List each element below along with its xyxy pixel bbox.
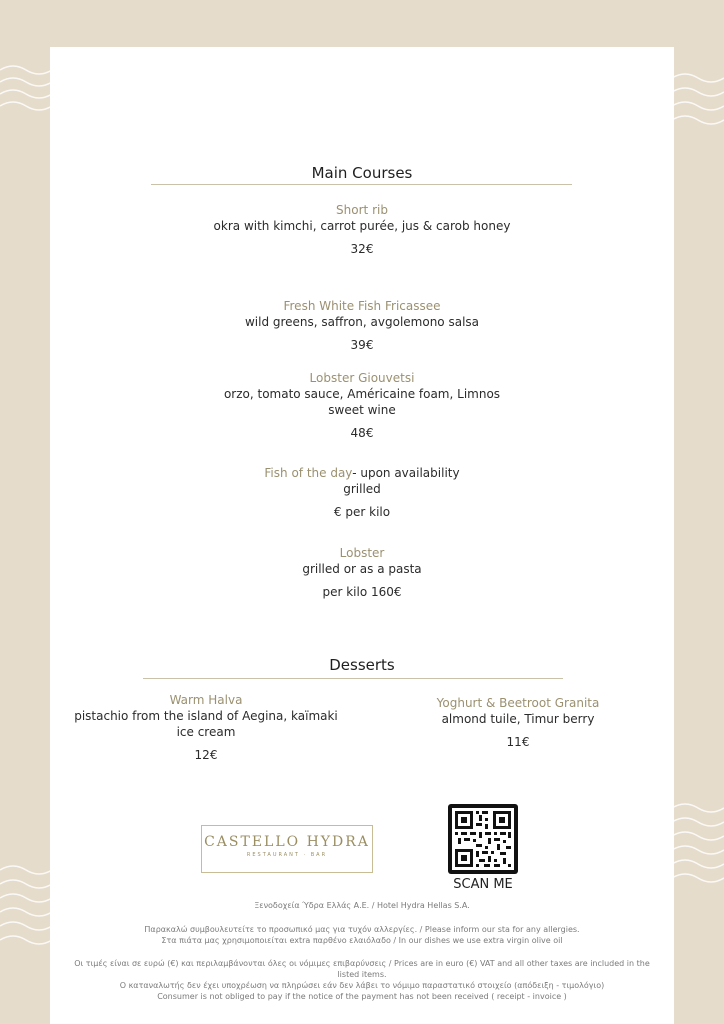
dish-price: 12€: [194, 748, 218, 762]
dish-description: orzo, tomato sauce, Américaine foam, Limnos sweet wine: [223, 387, 501, 417]
scan-me-label: SCAN ME: [453, 877, 513, 892]
wave-decoration-right: [672, 0, 724, 1024]
dish-white-fish-fricassee: [212, 298, 512, 353]
dish-fish-of-the-day: [212, 465, 512, 520]
dessert-warm-halva: [65, 692, 347, 763]
main-courses-divider: [151, 184, 572, 185]
dish-name: Lobster: [339, 546, 385, 560]
dish-price: € per kilo: [333, 505, 391, 519]
logo-tagline: RESTAURANT · BAR: [246, 852, 328, 858]
dish-description: almond tuile, Timur berry: [441, 712, 595, 726]
desserts-divider: [143, 678, 563, 679]
dish-description: grilled: [343, 482, 381, 496]
prices-line-3: Consumer is not obliged to pay if the notice of the payment has not been received ( receipt - invoice ): [157, 992, 567, 1001]
prices-line-2: Ο καταναλωτής δεν έχει υποχρέωση να πληρώσει εάν δεν λάβει το νόμιμο παραστατικό στοιχείο (απόδειξη - τιμολόγιο): [119, 981, 605, 990]
allergy-notice: [70, 924, 654, 946]
dish-description: wild greens, saffron, avgolemono salsa: [244, 315, 480, 329]
dish-name: Lobster Giouvetsi: [309, 371, 415, 385]
allergy-line-1: Παρακαλώ συμβουλευτείτε το προσωπικό μας για τυχόν αλλεργίες. / Please inform our sta for any allergies.: [144, 925, 580, 934]
dish-name: Yoghurt & Beetroot Granita: [436, 696, 600, 710]
dish-price: 48€: [350, 426, 374, 440]
qr-code-icon[interactable]: [448, 804, 518, 874]
dish-name: Warm Halva: [169, 693, 243, 707]
castello-hydra-logo: [201, 825, 373, 873]
allergy-line-2: Στα πιάτα μας χρησιμοποιείται extra παρθένο ελαιόλαδο / In our dishes we use extra virgin olive oil: [161, 936, 563, 945]
dish-price: 11€: [506, 735, 530, 749]
logo-brand: CASTELLO HYDRA: [204, 834, 370, 850]
dish-description: okra with kimchi, carrot purée, jus & carob honey: [213, 219, 511, 233]
menu-page: [50, 47, 674, 1024]
desserts-title: Desserts: [329, 656, 395, 674]
dish-name: Fresh White Fish Fricassee: [283, 299, 441, 313]
prices-notice: [70, 958, 654, 1002]
dish-price: per kilo 160€: [322, 585, 402, 599]
dessert-yoghurt-granita: [408, 695, 628, 750]
dish-name: Fish of the day: [264, 466, 353, 480]
dish-lobster-giouvetsi: [212, 370, 512, 441]
dish-availability-note: - upon availability: [352, 466, 460, 480]
dish-lobster: [212, 545, 512, 600]
prices-line-1: Οι τιμές είναι σε ευρώ (€) και περιλαμβάνονται όλες οι νόμιμες επιβαρύνσεις / Prices are in euro (€) VAT and all other taxes are included in the listed items.: [74, 959, 650, 979]
dish-description: grilled or as a pasta: [302, 562, 422, 576]
dish-short-rib: [212, 202, 512, 257]
dish-price: 32€: [350, 242, 374, 256]
wave-decoration-left: [0, 0, 52, 1024]
dish-price: 39€: [350, 338, 374, 352]
dish-description: pistachio from the island of Aegina, kaïmaki ice cream: [74, 709, 338, 739]
main-courses-title: Main Courses: [311, 164, 413, 182]
dish-name: Short rib: [336, 203, 388, 217]
company-line: Ξενοδοχεία Ύδρα Ελλάς Α.Ε. / Hotel Hydra Hellas S.A.: [254, 901, 470, 910]
